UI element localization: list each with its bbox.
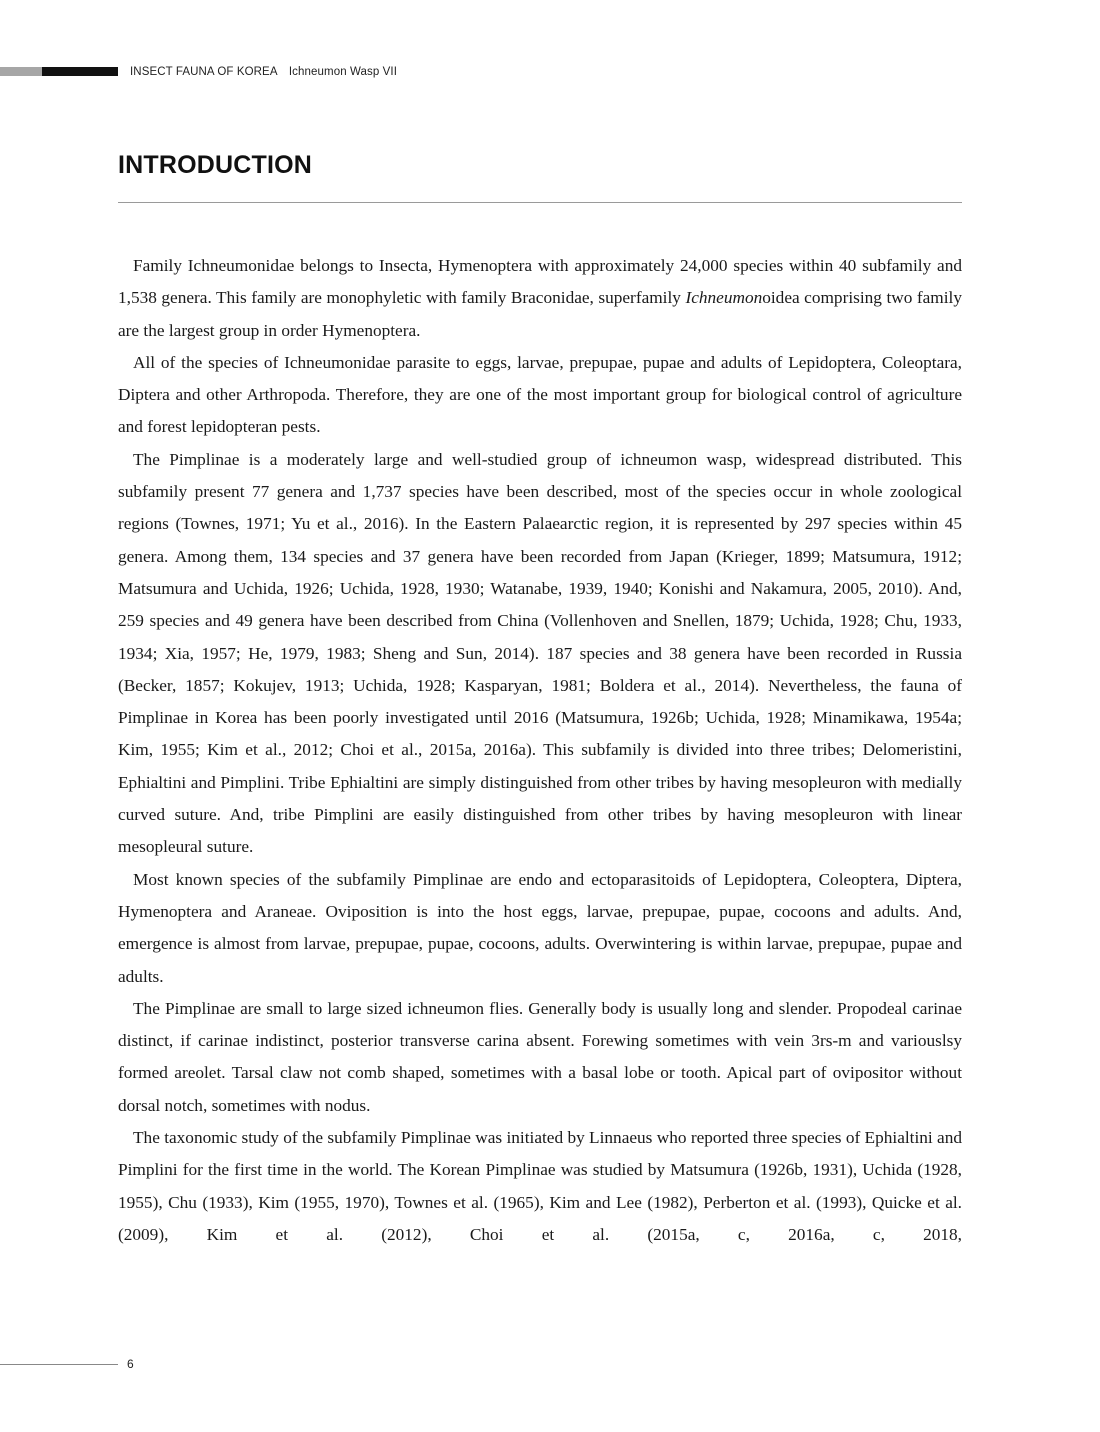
paragraph-1	[118, 250, 962, 347]
paragraph-1-text-a: Family Ichneumonidae belongs to Insecta, Hymenoptera with approximately 24,000 species within 40 subfamily and 1,538 genera. This family are monophyletic with family Braconidae, superfamily	[118, 256, 962, 308]
running-header	[130, 64, 397, 80]
header-accent-bar-black	[42, 67, 118, 76]
paragraph-1-italic-term: Ichneumon	[685, 288, 763, 308]
header-volume-title: Ichneumon Wasp VII	[288, 66, 398, 78]
title-divider	[118, 202, 962, 203]
page-number: 6	[127, 1357, 134, 1371]
paragraph-1-text-c: oidea comprising two family are the largest group in order Hymenoptera.	[118, 288, 962, 340]
paragraph-5: The Pimplinae are small to large sized ichneumon flies. Generally body is usually long and slender. Propodeal carinae distinct, if carinae indistinct, posterior transverse carina absent. Forewing sometimes with vein 3rs-m and variouslsy formed areolet. Tarsal claw not comb shaped, sometimes with a basal lobe or tooth. Apical part of ovipositor without dorsal notch, sometimes with nodus.	[118, 998, 962, 1115]
paragraph-2: All of the species of Ichneumonidae parasite to eggs, larvae, prepupae, pupae and adults of Lepidoptera, Coleoptara, Diptera and other Arthropoda. Therefore, they are one of the most important group for biological control of agriculture and forest lepidopteran pests.	[118, 352, 962, 437]
header-series-title: INSECT FAUNA OF KOREA	[130, 66, 278, 78]
footer-divider	[0, 1364, 118, 1365]
page-title: INTRODUCTION	[118, 151, 313, 179]
paragraph-4: Most known species of the subfamily Pimplinae are endo and ectoparasitoids of Lepidoptera, Coleoptera, Diptera, Hymenoptera and Araneae. Oviposition is into the host eggs, larvae, prepupae, pupae, cocoons and adults. And, emergence is almost from larvae, prepupae, pupae, cocoons, adults. Overwintering is within larvae, prepupae, pupae and adults.	[118, 869, 962, 986]
header-accent-bar-gray	[0, 67, 42, 76]
body-text	[118, 250, 962, 1251]
paragraph-6: The taxonomic study of the subfamily Pimplinae was initiated by Linnaeus who reported three species of Ephialtini and Pimplini for the first time in the world. The Korean Pimplinae was studied by Matsumura (1926b, 1931), Uchida (1928, 1955), Chu (1933), Kim (1955, 1970), Townes et al. (1965), Kim and Lee (1982), Perberton et al. (1993), Quicke et al. (2009), Kim et al. (2012), Choi et al. (2015a, c, 2016a, c, 2018,	[118, 1128, 962, 1244]
paragraph-3: The Pimplinae is a moderately large and well-studied group of ichneumon wasp, widespread distributed. This subfamily present 77 genera and 1,737 species have been described, most of the species occur in whole zoological regions (Townes, 1971; Yu et al., 2016). In the Eastern Palaearctic region, it is represented by 297 species within 45 genera. Among them, 134 species and 37 genera have been recorded from Japan (Krieger, 1899; Matsumura, 1912; Matsumura and Uchida, 1926; Uchida, 1928, 1930; Watanabe, 1939, 1940; Konishi and Nakamura, 2005, 2010). And, 259 species and 49 genera have been described from China (Vollenhoven and Snellen, 1879; Uchida, 1928; Chu, 1933, 1934; Xia, 1957; He, 1979, 1983; Sheng and Sun, 2014). 187 species and 38 genera have been recorded in Russia (Becker, 1857; Kokujev, 1913; Uchida, 1928; Kasparyan, 1981; Boldera et al., 2014). Nevertheless, the fauna of Pimplinae in Korea has been poorly investigated until 2016 (Matsumura, 1926b; Uchida, 1928; Minamikawa, 1954a; Kim, 1955; Kim et al., 2012; Choi et al., 2015a, 2016a). This subfamily is divided into three tribes; Delomeristini, Ephialtini and Pimplini. Tribe Ephialtini are simply distinguished from other tribes by having mesopleuron with medially curved suture. And, tribe Pimplini are easily distinguished from other tribes by having mesopleuron with linear mesopleural suture.	[118, 449, 962, 857]
